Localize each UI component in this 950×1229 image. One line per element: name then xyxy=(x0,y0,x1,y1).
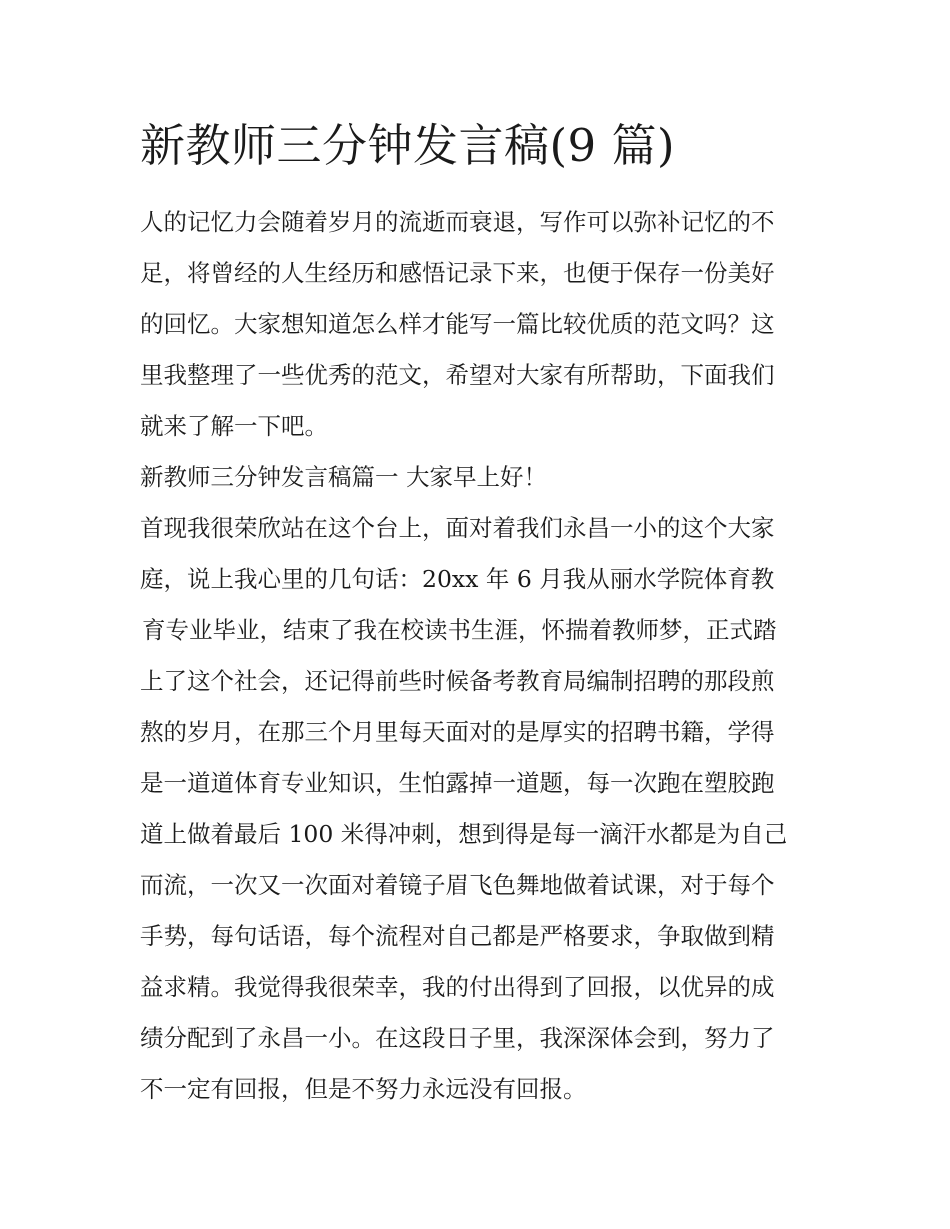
body-line-15: 手势，每句话语，每个流程对自己都是严格要求，争取做到精 xyxy=(140,922,775,950)
body-line-1: 人的记忆力会随着岁月的流逝而衰退，写作可以弥补记忆的不 xyxy=(140,208,775,236)
body-line-2: 足，将曾经的人生经历和感悟记录下来，也便于保存一份美好 xyxy=(140,259,775,287)
body-line-18: 不一定有回报，但是不努力永远没有回报。 xyxy=(140,1075,587,1103)
document-title: 新教师三分钟发言稿(9 篇) xyxy=(140,119,676,172)
body-line-14: 而流，一次又一次面对着镜子眉飞色舞地做着试课，对于每个 xyxy=(140,871,775,899)
document-body xyxy=(140,197,820,1115)
body-line-12: 是一道道体育专业知识，生怕露掉一道题，每一次跑在塑胶跑 xyxy=(140,769,775,797)
body-line-10: 上了这个社会，还记得前些时候备考教育局编制招聘的那段煎 xyxy=(140,667,775,695)
body-line-3: 的回忆。大家想知道怎么样才能写一篇比较优质的范文吗？这 xyxy=(140,310,775,338)
body-line-4: 里我整理了一些优秀的范文，希望对大家有所帮助，下面我们 xyxy=(140,361,775,389)
body-line-7: 首现我很荣欣站在这个台上，面对着我们永昌一小的这个大家 xyxy=(140,514,775,542)
body-line-17: 绩分配到了永昌一小。在这段日子里，我深深体会到，努力了 xyxy=(140,1024,775,1052)
body-line-8: 庭，说上我心里的几句话：20xx 年 6 月我从丽水学院体育教 xyxy=(140,565,775,593)
section-heading-1: 新教师三分钟发言稿篇一 大家早上好！ xyxy=(140,463,547,491)
body-line-9: 育专业毕业，结束了我在校读书生涯，怀揣着教师梦，正式踏 xyxy=(142,616,777,644)
body-line-5: 就来了解一下吧。 xyxy=(140,412,328,440)
body-line-11: 熬的岁月，在那三个月里每天面对的是厚实的招聘书籍，学得 xyxy=(140,718,775,746)
body-line-16: 益求精。我觉得我很荣幸，我的付出得到了回报，以优异的成 xyxy=(140,973,775,1001)
body-line-13: 道上做着最后 100 米得冲刺，想到得是每一滴汗水都是为自己 xyxy=(140,820,788,848)
